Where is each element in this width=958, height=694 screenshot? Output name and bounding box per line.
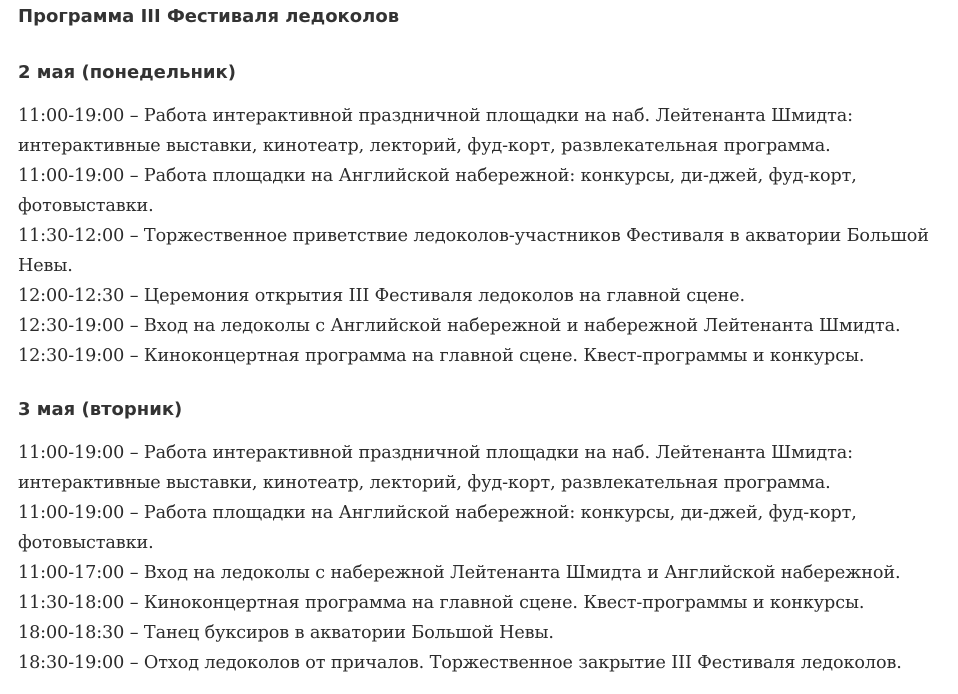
schedule-line: 11:00-19:00 – Работа интерактивной праздничной площадки на наб. Лейтенанта Шмидта:	[18, 443, 853, 463]
schedule-line: 11:00-19:00 – Работа интерактивной праздничной площадки на наб. Лейтенанта Шмидта:	[18, 106, 853, 126]
article-content	[18, 0, 948, 678]
schedule-line: 11:30-12:00 – Торжественное приветствие ледоколов-участников Фестиваля в акватории Большой	[18, 226, 929, 246]
schedule-line: 12:00-12:30 – Церемония открытия III Фестиваля ледоколов на главной сцене.	[18, 286, 745, 306]
day-heading-may-2: 2 мая (понедельник)	[18, 62, 236, 83]
schedule-line: 11:00-19:00 – Работа площадки на Английской набережной: конкурсы, ди-джей, фуд-корт,	[18, 166, 857, 186]
schedule-may-2	[18, 101, 948, 371]
schedule-line: 11:00-19:00 – Работа площадки на Английской набережной: конкурсы, ди-джей, фуд-корт,	[18, 503, 857, 523]
schedule-may-3	[18, 438, 948, 678]
schedule-line: интерактивные выставки, кинотеатр, лекторий, фуд-корт, развлекательная программа.	[18, 473, 831, 493]
schedule-line: интерактивные выставки, кинотеатр, лекторий, фуд-корт, развлекательная программа.	[18, 136, 831, 156]
schedule-line: 18:00-18:30 – Танец буксиров в акватории Большой Невы.	[18, 623, 554, 643]
day-heading-may-3: 3 мая (вторник)	[18, 399, 183, 420]
schedule-line: 18:30-19:00 – Отход ледоколов от причалов. Торжественное закрытие III Фестиваля ледоколов.	[18, 653, 902, 673]
schedule-line: 11:30-18:00 – Киноконцертная программа на главной сцене. Квест-программы и конкурсы.	[18, 593, 865, 613]
schedule-line: 12:30-19:00 – Киноконцертная программа на главной сцене. Квест-программы и конкурсы.	[18, 346, 865, 366]
schedule-line: 11:00-17:00 – Вход на ледоколы с набережной Лейтенанта Шмидта и Английской набережной.	[18, 563, 901, 583]
schedule-line: Невы.	[18, 256, 73, 276]
schedule-line: 12:30-19:00 – Вход на ледоколы с Английской набережной и набережной Лейтенанта Шмидта.	[18, 316, 901, 336]
schedule-line: фотовыставки.	[18, 196, 154, 216]
schedule-line: фотовыставки.	[18, 533, 154, 553]
page-title: Программа III Фестиваля ледоколов	[18, 6, 400, 27]
